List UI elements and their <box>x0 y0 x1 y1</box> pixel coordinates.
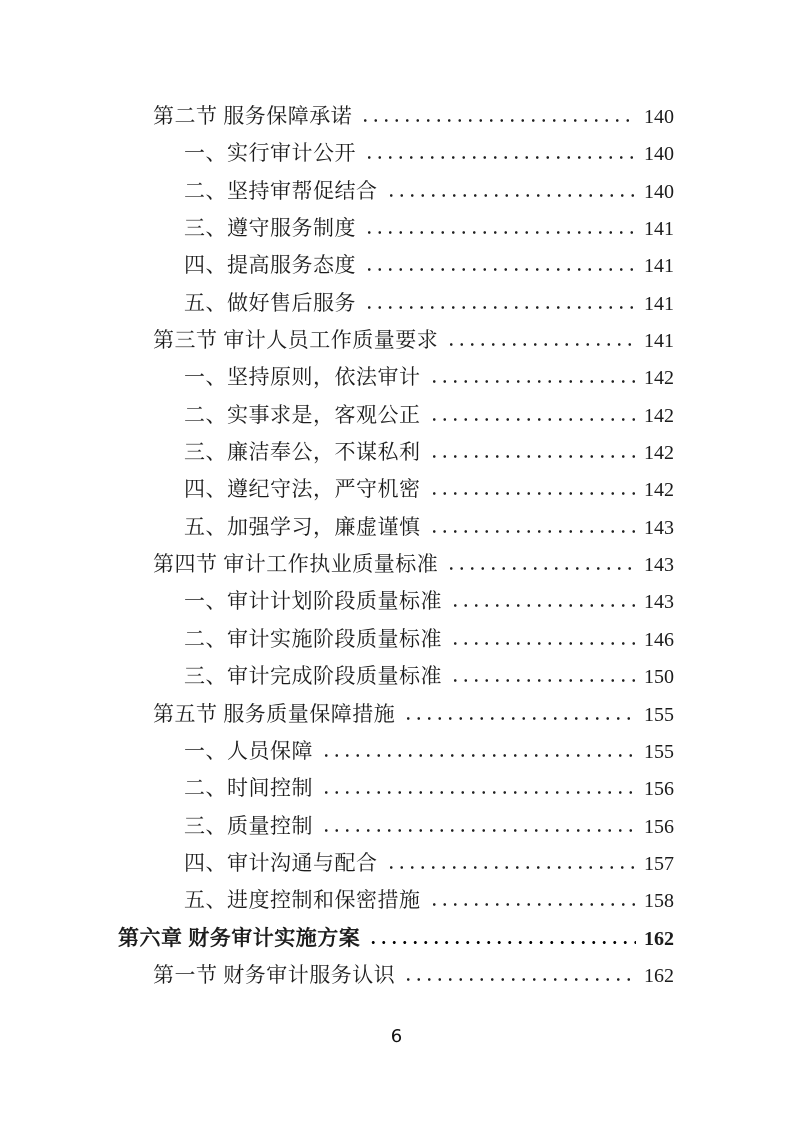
dot-leader <box>444 342 636 347</box>
dot-leader <box>384 193 637 198</box>
toc-entry-label: 第五节 服务质量保障措施 <box>153 701 396 726</box>
dot-leader <box>362 155 636 160</box>
toc-entry <box>118 175 674 212</box>
toc-entry-page: 141 <box>644 218 674 241</box>
toc-entry-page: 156 <box>644 815 674 838</box>
dot-leader <box>319 790 636 795</box>
toc-entry <box>118 959 674 996</box>
toc-entry <box>118 698 674 735</box>
toc-entry-page: 162 <box>644 964 674 987</box>
dot-leader <box>444 566 636 571</box>
toc-entry-label: 四、遵纪守法，严守机密 <box>184 477 421 502</box>
toc-entry <box>118 922 674 959</box>
toc-entry-page: 155 <box>644 703 674 726</box>
toc-entry-page: 140 <box>644 180 674 203</box>
toc-entry-page: 146 <box>644 628 674 651</box>
dot-leader <box>448 641 636 646</box>
toc-entry-label: 一、实行审计公开 <box>184 141 356 166</box>
toc-entry <box>118 212 674 249</box>
toc-entry-label: 第四节 审计工作执业质量标准 <box>153 552 439 577</box>
toc-entry-page: 140 <box>644 143 674 166</box>
dot-leader <box>448 678 636 683</box>
dot-leader <box>362 267 636 272</box>
dot-leader <box>427 902 637 907</box>
toc-entry <box>118 735 674 772</box>
toc-entry-page: 143 <box>644 516 674 539</box>
toc-entry-page: 142 <box>644 367 674 390</box>
toc-entry <box>118 436 674 473</box>
toc-entry-page: 141 <box>644 255 674 278</box>
dot-leader <box>362 305 636 310</box>
dot-leader <box>319 828 636 833</box>
toc-entry-label: 五、加强学习，廉虚谨慎 <box>184 514 421 539</box>
toc-entry-label: 第一节 财务审计服务认识 <box>153 962 396 987</box>
dot-leader <box>448 603 636 608</box>
toc-entry-label: 三、遵守服务制度 <box>184 216 356 241</box>
toc-entry-page: 141 <box>644 330 674 353</box>
toc-entry-page: 142 <box>644 479 674 502</box>
toc-entry-page: 143 <box>644 554 674 577</box>
dot-leader <box>401 977 636 982</box>
dot-leader <box>427 491 637 496</box>
toc-entry <box>118 100 674 137</box>
toc-entry-label: 四、审计沟通与配合 <box>184 850 378 875</box>
toc-entry-label: 四、提高服务态度 <box>184 253 356 278</box>
toc-entry-label: 一、坚持原则，依法审计 <box>184 365 421 390</box>
footer-page-number: 6 <box>390 1026 403 1047</box>
toc-entry-label: 二、实事求是，客观公正 <box>184 402 421 427</box>
toc-entry-label: 二、审计实施阶段质量标准 <box>184 626 442 651</box>
toc-entry <box>118 884 674 921</box>
toc-entry-page: 158 <box>644 890 674 913</box>
toc-entry <box>118 324 674 361</box>
dot-leader <box>384 865 637 870</box>
toc-entry-page: 150 <box>644 666 674 689</box>
toc-entry <box>118 623 674 660</box>
toc-entry-label: 二、时间控制 <box>184 776 313 801</box>
toc-entry-page: 143 <box>644 591 674 614</box>
toc-entry-page: 142 <box>644 442 674 465</box>
dot-leader <box>427 417 637 422</box>
toc-entry-label: 一、人员保障 <box>184 738 313 763</box>
toc-entry-page: 155 <box>644 740 674 763</box>
toc-entry-page: 142 <box>644 404 674 427</box>
toc-entry <box>118 548 674 585</box>
toc-entry <box>118 772 674 809</box>
toc <box>118 100 674 996</box>
toc-entry-page: 157 <box>644 852 674 875</box>
toc-entry <box>118 399 674 436</box>
toc-entry-page: 140 <box>644 106 674 128</box>
toc-entry-label: 第六章 财务审计实施方案 <box>118 925 361 950</box>
toc-entry <box>118 137 674 174</box>
toc-entry-label: 三、质量控制 <box>184 813 313 838</box>
dot-leader <box>358 118 636 123</box>
dot-leader <box>319 753 636 758</box>
toc-entry-page: 156 <box>644 778 674 801</box>
toc-entry <box>118 511 674 548</box>
toc-entry-label: 二、坚持审帮促结合 <box>184 178 378 203</box>
toc-entry <box>118 249 674 286</box>
toc-entry <box>118 810 674 847</box>
toc-entry-page: 162 <box>644 927 674 950</box>
dot-leader <box>427 379 637 384</box>
toc-entry-label: 五、做好售后服务 <box>184 290 356 315</box>
toc-entry <box>118 660 674 697</box>
toc-entry-label: 五、进度控制和保密措施 <box>184 888 421 913</box>
toc-entry-page: 141 <box>644 292 674 315</box>
dot-leader <box>427 529 637 534</box>
dot-leader <box>401 716 636 721</box>
toc-entry-label: 三、廉洁奉公，不谋私利 <box>184 440 421 465</box>
toc-entry <box>118 361 674 398</box>
dot-leader <box>362 230 636 235</box>
toc-entry-label: 一、审计计划阶段质量标准 <box>184 589 442 614</box>
toc-entry <box>118 287 674 324</box>
toc-entry <box>118 847 674 884</box>
toc-entry-label: 第二节 服务保障承诺 <box>153 104 353 128</box>
dot-leader <box>366 940 636 945</box>
dot-leader <box>427 454 637 459</box>
toc-entry <box>118 473 674 510</box>
toc-entry-label: 三、审计完成阶段质量标准 <box>184 664 442 689</box>
toc-entry-label: 第三节 审计人员工作质量要求 <box>153 328 439 353</box>
toc-entry <box>118 585 674 622</box>
